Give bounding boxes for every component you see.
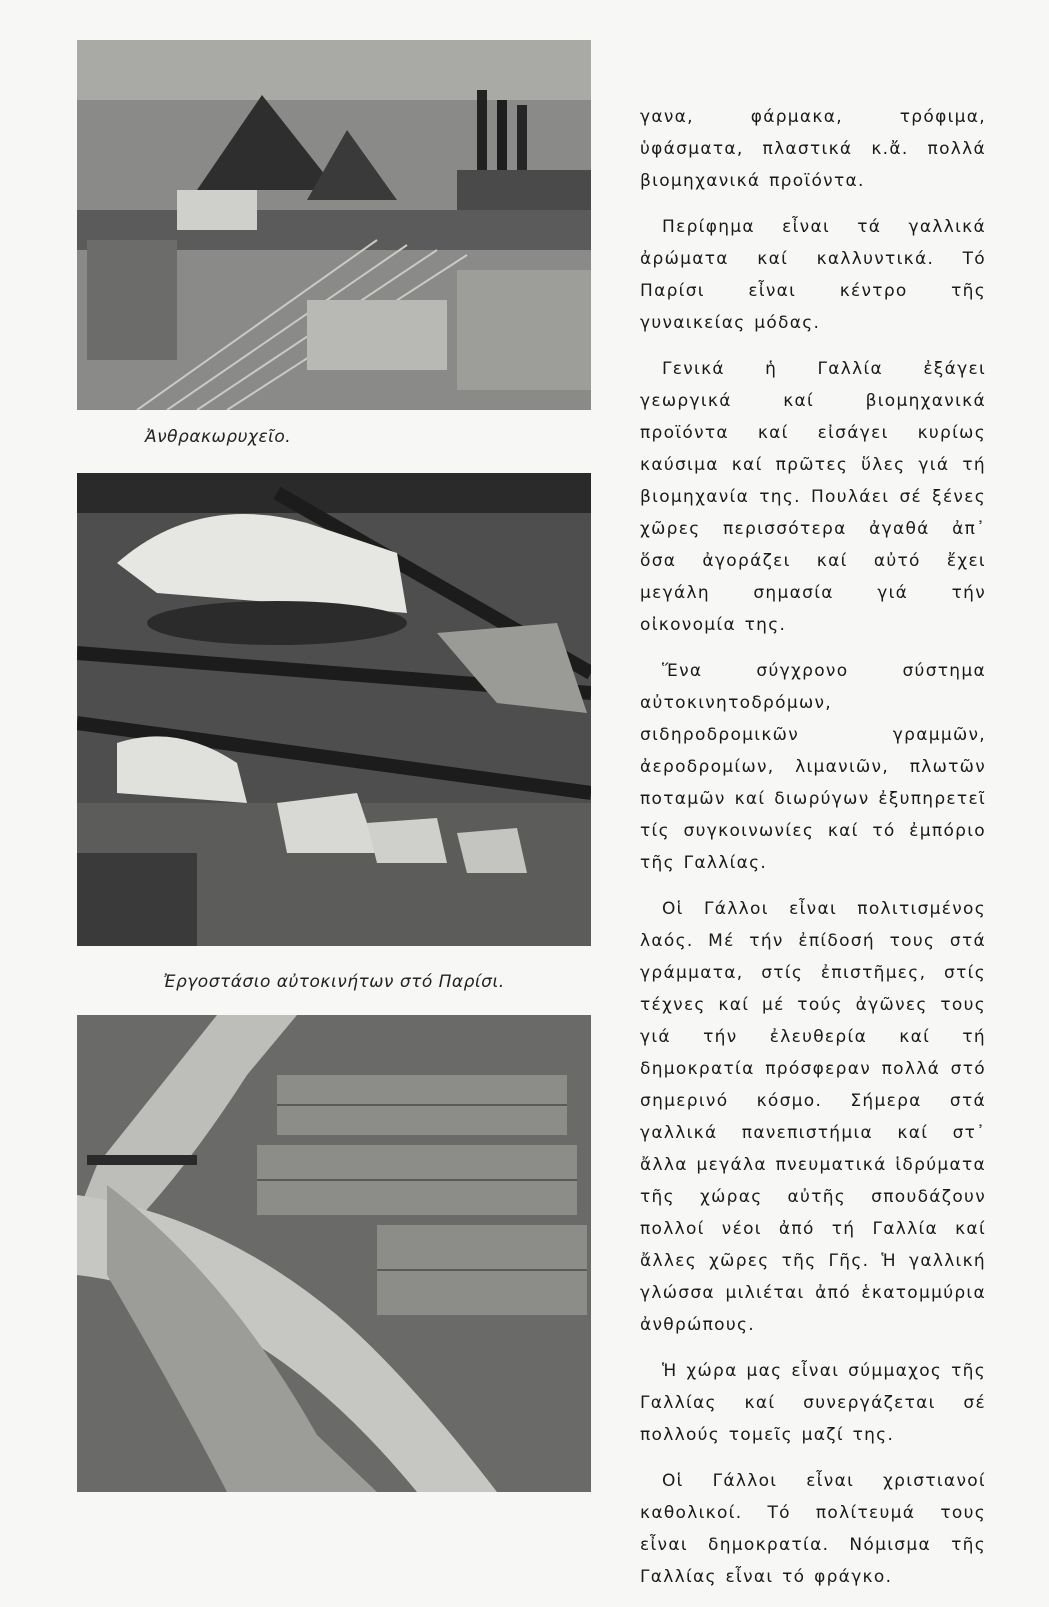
river-port-photo — [77, 1015, 591, 1492]
paragraph-culture: Οἱ Γάλλοι εἶναι πολιτισμένος λαός. Μέ τήν ἐπίδοσή τους στά γράμματα, στίς ἐπιστῆμες, στίς τέχνες καί μέ τούς ἀγῶνες τους γιά τήν ἐλευθερία καί τή δημοκρατία πρόσφεραν πολλά στό σημερινό κόσμο. Σήμερα στά γαλλικά πανεπιστήμια καί στ᾿ ἄλλα μεγάλα πνευματικά ἱδρύματα τῆς χώρας αὐτῆς σπουδάζουν πολλοί νέοι ἀπό τή Γαλλία καί ἄλλες χῶρες τῆς Γῆς. Ἡ γαλλική γλώσσα μιλιέται ἀπό ἑκατομμύρια ἀνθρώπους. — [640, 899, 986, 1335]
river-industrial-aerial-icon — [77, 1015, 591, 1492]
paragraph-perfumes: Περίφημα εἶναι τά γαλλικά ἀρώματα καί καλλυντικά. Τό Παρίσι εἶναι κέντρο τῆς γυναικείας μόδας. — [640, 217, 986, 333]
coal-mine-caption: Ἀνθρακωρυχεῖο. — [145, 427, 292, 447]
paragraph-alliance: Ἡ χώρα μας εἶναι σύμμαχος τῆς Γαλλίας καί συνεργάζεται σέ πολλούς τομεῖς μαζί της. — [640, 1361, 986, 1445]
coal-mine-photo — [77, 40, 591, 410]
industrial-coal-mine-icon — [77, 40, 591, 410]
body-text-column — [640, 101, 986, 1607]
paragraph-trade: Γενικά ἡ Γαλλία ἐξάγει γεωργικά καί βιομηχανικά προϊόντα καί εἰσάγει κυρίως καύσιμα καί πρῶτες ὕλες γιά τή βιομηχανία της. Πουλάει σέ ξένες χῶρες περισσότερα ἀγαθά ἀπ᾿ ὅσα ἀγοράζει καί αὐτό ἔχει μεγάλη σημασία γιά τήν οἰκονομία της. — [640, 359, 986, 635]
paragraph-religion: Οἱ Γάλλοι εἶναι χριστιανοί καθολικοί. Τό πολίτευμά τους εἶναι δημοκρατία. Νόμισμα τῆς Γαλλίας εἶναι τό φράγκο. — [640, 1471, 986, 1587]
paragraph-products: γανα, φάρμακα, τρόφιμα, ὑφάσματα, πλαστικά κ.ἄ. πολλά βιομηχανικά προϊόντα. — [640, 107, 986, 191]
car-assembly-line-icon — [77, 473, 591, 946]
paragraph-transport: Ἕνα σύγχρονο σύστημα αὐτοκινητοδρόμων, σιδηροδρομικῶν γραμμῶν, ἀεροδρομίων, λιμανιῶν, πλωτῶν ποταμῶν καί διωρύγων ἐξυπηρετεῖ τίς συγκοινωνίες καί τό ἐμπόριο τῆς Γαλλίας. — [640, 661, 986, 873]
car-factory-caption: Ἐργοστάσιο αὐτοκινήτων στό Παρίσι. — [163, 972, 505, 992]
car-factory-photo — [77, 473, 591, 946]
